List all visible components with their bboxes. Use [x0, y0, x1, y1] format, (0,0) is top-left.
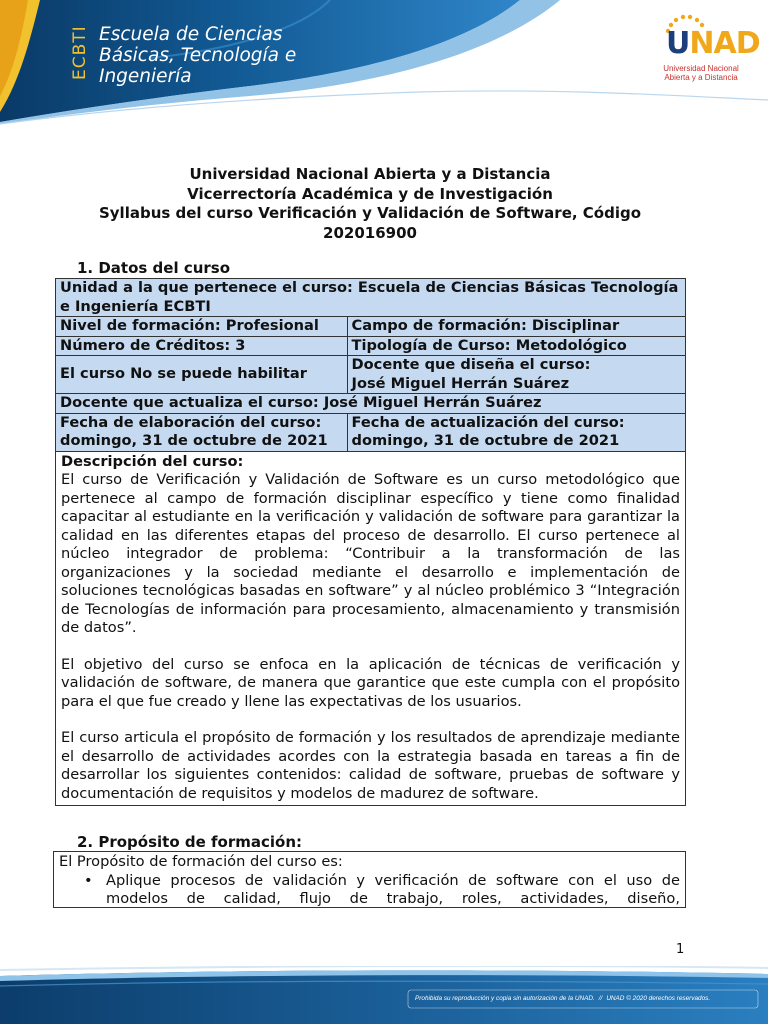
cell-update — [347, 413, 685, 451]
purpose-item-line: Aplique procesos de validación y verificación de software con el uso de — [106, 871, 680, 889]
title-line: Universidad Nacional Abierta y a Distancia — [189, 165, 551, 183]
description-title: Descripción del curso: — [61, 452, 244, 470]
section-heading-purpose: 2. Propósito de formación: — [77, 833, 302, 851]
cell-elaboration — [56, 413, 348, 451]
description-paragraph: El objetivo del curso se enfoca en la aplicación de técnicas de verificación y validación de software, de manera que garantice que este cumpla con el propósito para el que fue creado y llene las expectativas de los usuarios. — [61, 655, 680, 710]
footer-copyright: UNAD © 2020 derechos reservados. — [606, 995, 711, 1002]
purpose-list — [81, 872, 680, 908]
logo-subtitle: Universidad Nacional Abierta y a Distancia — [663, 64, 739, 82]
elaboration-date: domingo, 31 de octubre de 2021 — [60, 432, 328, 449]
logo-wordmark: UNAD — [666, 26, 760, 61]
designer-name: José Miguel Herrán Suárez — [351, 374, 570, 392]
document-title — [60, 165, 680, 243]
cell-typology: Tipología de Curso: Metodológico — [347, 336, 685, 356]
cell-credits: Número de Créditos: 3 — [56, 336, 348, 356]
elaboration-label: Fecha de elaboración del curso: — [60, 413, 322, 431]
cell-unit: Unidad a la que pertenece el curso: Escuela de Ciencias Básicas Tecnología e Ingeniería ECBTI — [56, 279, 686, 317]
title-line: Vicerrectoría Académica y de Investigación — [187, 184, 553, 203]
unad-logo — [658, 14, 760, 88]
title-line: Syllabus del curso Verificación y Validación de Software, Código — [98, 204, 642, 222]
school-name — [99, 24, 296, 87]
school-name-line: Básicas, Tecnología e — [99, 45, 297, 66]
purpose-item-continuation — [81, 890, 680, 908]
footer-separator: // — [598, 995, 603, 1002]
footer-banner — [0, 966, 768, 1024]
purpose-intro: El Propósito de formación del curso es: — [59, 853, 343, 870]
header-banner — [0, 0, 768, 125]
purpose-item-line: modelos de calidad, flujo de trabajo, roles, actividades, diseño, — [106, 890, 680, 908]
description-paragraph: El curso de Verificación y Validación de Software es un curso metodológico que pertenece al campo de formación disciplinar específico y tiene como finalidad capacitar al estudiante en la verificación y validación de software para garantizar la calidad en las diferentes etapas del proceso de desarrollo. El curso pertenece al núcleo integrador de problema: “Contribuir a la transformación de las organizaciones y la sociedad mediante el desarrollo e implementación de soluciones tecnológicas basadas en software” y al núcleo problémico 3 “Integración de Tecnologías de información para procesamiento, almacenamiento y transmisión de datos”. — [61, 471, 680, 636]
update-label: Fecha de actualización del curso: — [351, 413, 625, 431]
cell-field: Campo de formación: Disciplinar — [347, 317, 685, 337]
course-data-table — [55, 278, 686, 806]
section-heading-course-data: 1. Datos del curso — [77, 259, 231, 277]
footer-notice — [415, 992, 755, 1006]
cell-habilitation: El curso No se puede habilitar — [56, 356, 348, 394]
ecbti-vertical-label: ECBTI — [70, 25, 90, 81]
cell-level: Nivel de formación: Profesional — [56, 317, 348, 337]
title-line: 202016900 — [323, 223, 417, 242]
update-date: domingo, 31 de octubre de 2021 — [351, 432, 620, 449]
bullet-icon: • — [84, 871, 93, 889]
purpose-box — [53, 851, 686, 908]
school-name-line: Ingeniería — [99, 66, 192, 87]
page-number: 1 — [676, 942, 685, 957]
purpose-item — [81, 872, 680, 891]
cell-designer — [347, 356, 685, 394]
school-name-line: Escuela de Ciencias — [99, 24, 283, 45]
designer-label: Docente que diseña el curso: — [351, 356, 591, 373]
cell-updater: Docente que actualiza el curso: José Miguel Herrán Suárez — [56, 394, 686, 414]
footer-prohibition: Prohibida su reproducción y copia sin autorización de la UNAD. — [415, 995, 595, 1002]
cell-description — [56, 451, 686, 806]
description-paragraph: El curso articula el propósito de formación y los resultados de aprendizaje mediante el desarrollo de actividades acordes con la estrategia basada en tareas a fin de desarrollar los siguientes contenidos: calidad de software, pruebas de software y documentación de requisitos y modelos de madurez de software. — [61, 729, 680, 802]
